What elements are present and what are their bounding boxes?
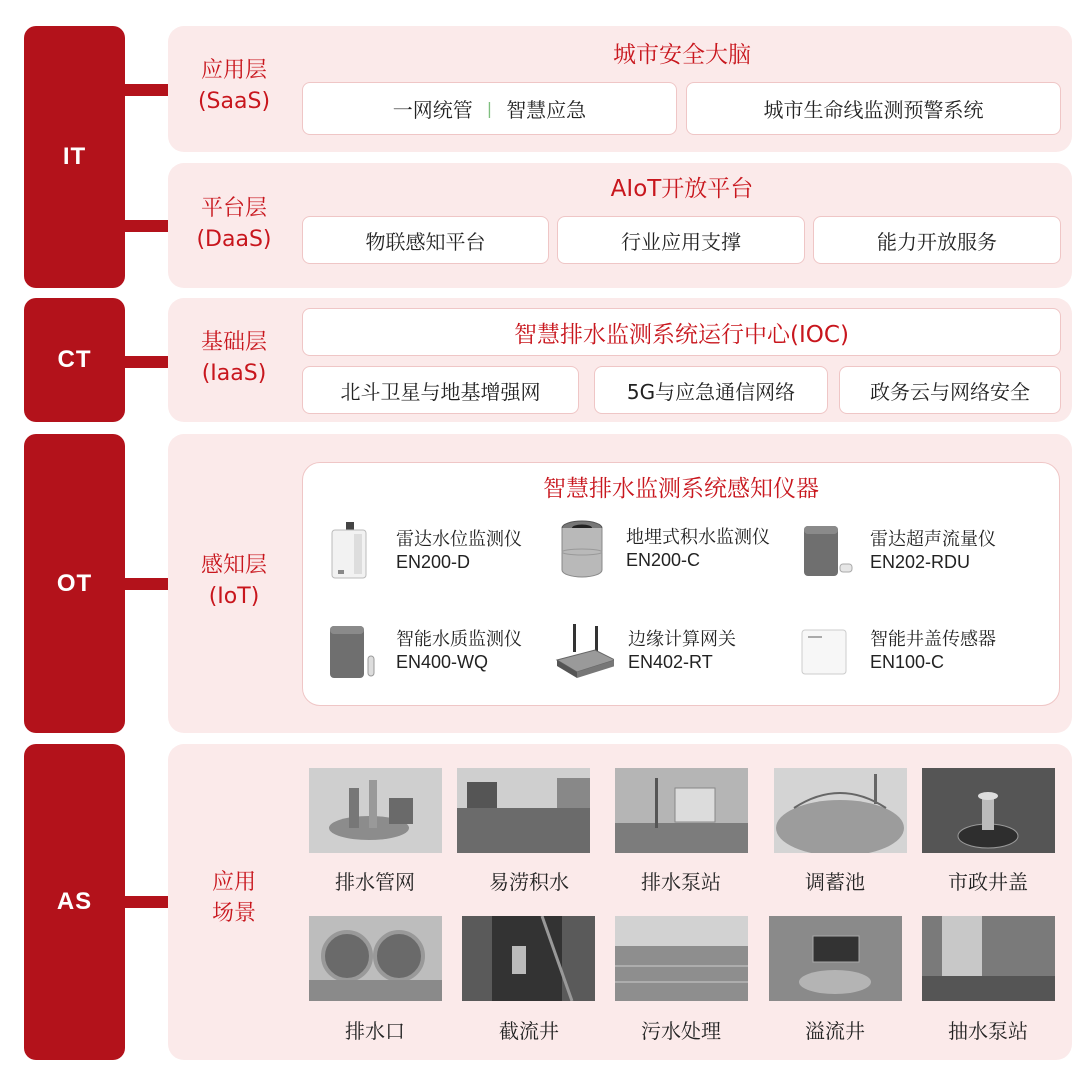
saas-box-unified-right: 智慧应急 — [506, 98, 587, 122]
scene-caption-pumping-station: 抽水泵站 — [948, 1019, 1028, 1043]
saas-box-unified — [302, 82, 677, 135]
saas-box-unified-left: 一网统管 — [392, 98, 473, 122]
saas-title: 城市安全大脑 — [613, 42, 751, 68]
daas-label — [174, 194, 294, 256]
iaas-box-5g: 5G与应急通信网络 — [594, 366, 828, 414]
device-edge-gateway — [552, 620, 736, 682]
device-radar-level-model: EN200-D — [396, 552, 471, 572]
scene-photo-pumping-station — [922, 916, 1055, 1001]
device-ultrasonic-flow-name: 雷达超声流量仪 — [870, 528, 996, 550]
saas-label — [174, 56, 294, 118]
device-edge-gateway-model: EN402-RT — [628, 652, 713, 672]
scene-caption-drainage-pump-station: 排水泵站 — [641, 870, 721, 894]
scene-caption-waterlogging: 易涝积水 — [489, 870, 569, 894]
saas-label-type: (SaaS) — [197, 88, 271, 114]
daas-box-open-services: 能力开放服务 — [813, 216, 1061, 264]
device-manhole-sensor-name: 智能井盖传感器 — [870, 628, 996, 650]
scene-caption-manhole-cover: 市政井盖 — [948, 870, 1028, 894]
scene-caption-outfall: 排水口 — [345, 1019, 405, 1043]
daas-box-industry-support: 行业应用支撑 — [557, 216, 805, 264]
daas-title: AIoT开放平台 — [610, 176, 754, 202]
iot-label — [174, 551, 294, 613]
ultrasonic-flow-meter-icon — [800, 520, 856, 582]
device-buried-ponding — [556, 518, 770, 580]
daas-box-iot-platform: 物联感知平台 — [302, 216, 549, 264]
pillar-as-label: AS — [56, 888, 93, 915]
device-buried-ponding-model: EN200-C — [626, 550, 701, 570]
edge-gateway-icon — [552, 620, 614, 682]
device-water-quality-name: 智能水质监测仪 — [396, 628, 522, 650]
scenes-label — [174, 868, 294, 930]
scene-photo-interception-well — [462, 916, 595, 1001]
device-manhole-sensor-model: EN100-C — [870, 652, 945, 672]
iot-label-type: (IoT) — [208, 583, 260, 609]
pillar-it — [24, 26, 125, 288]
pillar-ct — [24, 298, 125, 422]
saas-box-lifeline: 城市生命线监测预警系统 — [686, 82, 1061, 135]
iaas-label — [174, 328, 294, 390]
scene-photo-sewage-treatment — [615, 916, 748, 1001]
device-water-quality-model: EN400-WQ — [396, 652, 489, 672]
scene-photo-waterlogging — [457, 768, 590, 853]
scene-photo-manhole-cover — [922, 768, 1055, 853]
iaas-ioc-box: 智慧排水监测系统运行中心(IOC) — [302, 308, 1061, 356]
radar-level-sensor-icon — [326, 520, 382, 582]
scene-photo-overflow-well — [769, 916, 902, 1001]
iaas-label-type: (IaaS) — [201, 360, 267, 386]
device-water-quality — [326, 620, 522, 682]
pillar-as — [24, 744, 125, 1060]
pillar-it-label: IT — [62, 143, 87, 170]
device-buried-ponding-name: 地埋式积水监测仪 — [626, 526, 770, 548]
pillar-ct-label: CT — [57, 346, 92, 373]
scene-photo-drainage-network — [309, 768, 442, 853]
daas-label-name: 平台层 — [200, 196, 267, 221]
scene-photo-outfall — [309, 916, 442, 1001]
scenes-label-line1: 应用 — [211, 870, 256, 895]
connector-daas — [125, 220, 169, 232]
saas-label-name: 应用层 — [200, 58, 267, 83]
iot-label-name: 感知层 — [200, 553, 267, 578]
iaas-label-name: 基础层 — [200, 330, 267, 355]
device-ultrasonic-flow-model: EN202-RDU — [870, 552, 971, 572]
water-quality-monitor-icon — [326, 620, 382, 682]
scene-caption-overflow-well: 溢流井 — [805, 1019, 865, 1043]
scene-caption-interception-well: 截流井 — [499, 1019, 559, 1043]
device-radar-level-name: 雷达水位监测仪 — [396, 528, 522, 550]
connector-saas — [125, 84, 169, 96]
pillar-ot-label: OT — [56, 569, 93, 597]
scene-caption-storage-tank: 调蓄池 — [805, 870, 865, 894]
scene-caption-drainage-network: 排水管网 — [335, 870, 415, 894]
saas-box-separator: | — [486, 99, 493, 118]
iaas-box-gov-cloud: 政务云与网络安全 — [839, 366, 1061, 414]
scenes-label-line2: 场景 — [211, 900, 256, 926]
device-ultrasonic-flow — [800, 520, 996, 582]
scene-photo-drainage-pump-station — [615, 768, 748, 853]
connector-iot — [125, 578, 169, 590]
manhole-cover-sensor-icon — [800, 620, 856, 682]
connector-scenes — [125, 896, 169, 908]
device-manhole-sensor — [800, 620, 996, 682]
buried-ponding-sensor-icon — [556, 518, 612, 580]
device-edge-gateway-name: 边缘计算网关 — [628, 628, 736, 650]
scene-caption-sewage-treatment: 污水处理 — [641, 1019, 721, 1043]
iot-title: 智慧排水监测系统感知仪器 — [543, 476, 819, 502]
iaas-box-beidou: 北斗卫星与地基增强网 — [302, 366, 579, 414]
pillar-ot — [24, 434, 125, 733]
device-radar-level — [326, 520, 522, 582]
daas-label-type: (DaaS) — [196, 226, 272, 252]
scene-photo-storage-tank — [774, 768, 907, 853]
connector-iaas — [125, 356, 169, 368]
